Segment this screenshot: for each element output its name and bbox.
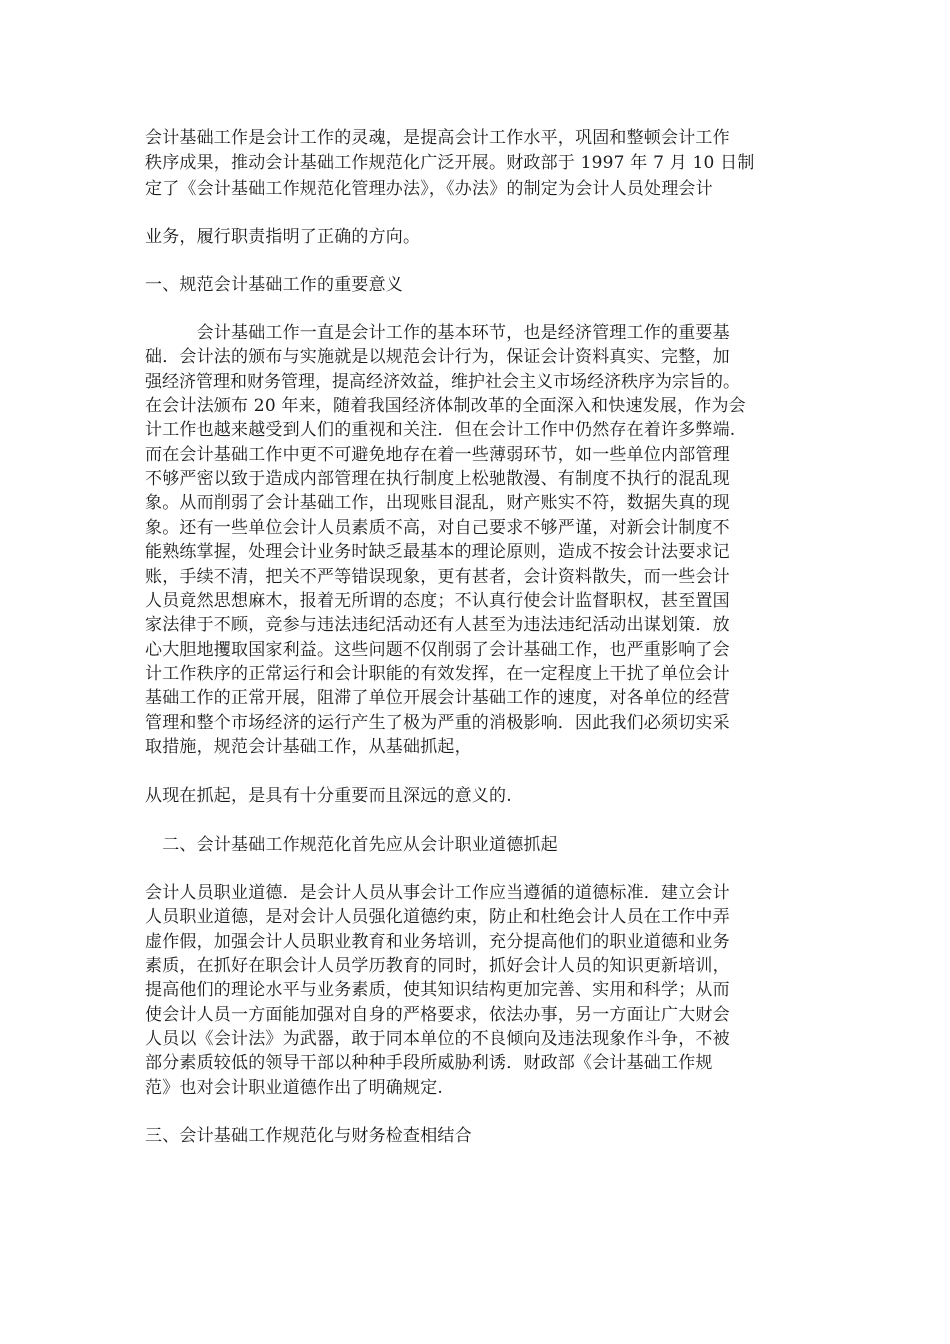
section2-line-9: 范》也对会计职业道德作出了明确规定. [145,1078,444,1098]
section2-heading: 二、会计基础工作规范化首先应从会计职业道德抓起 [145,835,558,855]
section1-line-9: 象。还有一些单位会计人员素质不高，对自己要求不够严谨，对新会计制度不 [145,518,730,538]
section1-line-14: 心大胆地攫取国家利益。这些问题不仅削弱了会计基础工作，也严重影响了会 [145,640,730,660]
section1-line-3: 强经济管理和财务管理，提高经济效益，维护社会主义市场经济秩序为宗旨的。 [145,372,740,392]
section1-line-12: 人员竟然思想麻木，报着无所谓的态度；不认真行使会计监督职权，甚至置国 [145,591,730,611]
section2-line-2: 人员职业道德，是对会计人员强化道德约束，防止和杜绝会计人员在工作中弄 [145,907,730,927]
section2-line-6: 使会计人员一方面能加强对自身的严格要求，依法办事，另一方面让广大财会 [145,1005,730,1025]
section1-line-2: 础．会计法的颁布与实施就是以规范会计行为，保证会计资料真实、完整，加 [145,347,730,367]
section1-line-4: 在会计法颁布 20 年来，随着我国经济体制改革的全面深入和快速发展，作为会 [145,396,746,416]
section1-line-16: 基础工作的正常开展，阻滞了单位开展会计基础工作的速度，对各单位的经营 [145,688,730,708]
section2-line-4: 素质，在抓好在职会计人员学历教育的同时，抓好会计人员的知识更新培训， [145,956,730,976]
section2-line-3: 虚作假，加强会计人员职业教育和业务培训，充分提高他们的职业道德和业务 [145,932,730,952]
section1-tail: 从现在抓起，是具有十分重要而且深远的意义的. [145,786,512,806]
section1-line-13: 家法律于不顾，竞参与违法违纪活动还有人甚至为违法违纪活动出谋划策．放 [145,615,730,635]
intro-line-3: 定了《会计基础工作规范化管理办法》，《办法》的制定为会计人员处理会计 [145,179,713,199]
intro-line-4: 业务，履行职责指明了正确的方向。 [145,227,421,247]
section1-heading: 一、规范会计基础工作的重要意义 [145,275,403,295]
section3-heading: 三、会计基础工作规范化与财务检查相结合 [145,1126,472,1146]
section2-line-7: 人员以《会计法》为武器，敢于同本单位的不良倾向及违法现象作斗争，不被 [145,1029,730,1049]
section1-line-17: 管理和整个市场经济的运行产生了极为严重的消极影响．因此我们必须切实采 [145,713,730,733]
section1-line-8: 象。从而削弱了会计基础工作，出现账目混乱，财产账实不符，数据失真的现 [145,493,730,513]
section1-line-18: 取措施，规范会计基础工作，从基础抓起， [145,737,472,757]
section1-line-15: 计工作秩序的正常运行和会计职能的有效发挥，在一定程度上干扰了单位会计 [145,664,730,684]
section1-line-7: 不够严密以致于造成内部管理在执行制度上松驰散漫、有制度不执行的混乱现 [145,469,730,489]
section1-line-5: 计工作也越来越受到人们的重视和关注．但在会计工作中仍然存在着许多弊端. [145,420,736,440]
section2-line-1: 会计人员职业道德．是会计人员从事会计工作应当遵循的道德标准．建立会计 [145,883,730,903]
section2-line-8: 部分素质较低的领导干部以种种手段所威胁利诱．财政部《会计基础工作规 [145,1053,713,1073]
intro-line-2: 秩序成果，推动会计基础工作规范化广泛开展。财政部于 1997 年 7 月 10 日制 [145,153,755,173]
section1-line-11: 账，手续不清，把关不严等错误现象，更有甚者，会计资料散失，而一些会计 [145,567,730,587]
section1-line-1: 会计基础工作一直是会计工作的基本环节，也是经济管理工作的重要基 [145,323,730,343]
intro-line-1: 会计基础工作是会计工作的灵魂，是提高会计工作水平，巩固和整顿会计工作 [145,128,730,148]
section2-line-5: 提高他们的理论水平与业务素质，使其知识结构更加完善、实用和科学；从而 [145,980,730,1000]
section1-line-10: 能熟练掌握，处理会计业务时缺乏最基本的理论原则，造成不按会计法要求记 [145,542,730,562]
section1-line-6: 而在会计基础工作中更不可避免地存在着一些薄弱环节，如一些单位内部管理 [145,445,730,465]
